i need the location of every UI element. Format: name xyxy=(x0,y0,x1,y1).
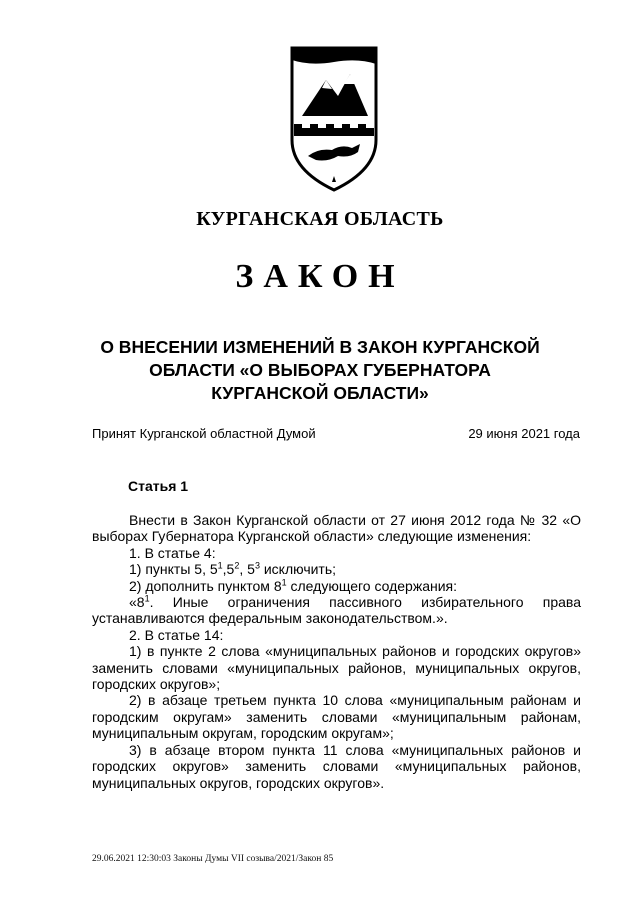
quote-text: «8 xyxy=(129,594,145,611)
item-text: следующего содержания: xyxy=(286,577,458,594)
law-title-line: ОБЛАСТИ «О ВЫБОРАХ ГУБЕРНАТОРА xyxy=(149,360,491,380)
item-paragraph: 1. В статье 4: xyxy=(129,544,216,561)
superscript: 3 xyxy=(254,560,260,571)
law-title-line: О ВНЕСЕНИИ ИЗМЕНЕНИЙ В ЗАКОН КУРГАНСКОЙ xyxy=(100,337,540,357)
quote-text: . Иные ограничения пассивного избирательного права устанавливаются федеральным законодательством.». xyxy=(92,594,581,627)
law-title-line: КУРГАНСКОЙ ОБЛАСТИ» xyxy=(211,383,429,403)
intro-paragraph: Внести в Закон Курганской области от 27 июня 2012 года № 32 «О выборах Губернатора Курганской области» следующие изменения: xyxy=(92,512,581,545)
region-name: КУРГАНСКАЯ ОБЛАСТЬ xyxy=(196,208,444,230)
law-title xyxy=(100,336,540,405)
item-paragraph: 1) в пункте 2 слова «муниципальных районов и городских округов» заменить словами «муниципальных районов, муниципальных округов, городских округов»; xyxy=(92,643,581,693)
item-text: исключить; xyxy=(259,561,337,578)
item-text: 1) пункты 5, 5 xyxy=(129,561,218,578)
item-text: , 5 xyxy=(239,561,255,578)
document-type: ЗАКОН xyxy=(235,258,405,295)
adoption-date: 29 июня 2021 года xyxy=(468,426,580,441)
item-paragraph: 2. В статье 14: xyxy=(129,626,224,643)
item-text: 2) дополнить пунктом 8 xyxy=(129,577,282,594)
article-heading: Статья 1 xyxy=(128,478,189,494)
superscript: 1 xyxy=(217,560,223,571)
superscript: 1 xyxy=(144,593,150,604)
quote-paragraph xyxy=(92,594,581,627)
footer-stamp: 29.06.2021 12:30:03 Законы Думы VII созыва/2021/Закон 85 xyxy=(92,854,334,864)
item-paragraph: 3) в абзаце втором пункта 11 слова «муниципальных районов и городских округов» заменить словами «муниципальных районов, муниципальных округов, городских округов». xyxy=(92,741,581,791)
adoption-line xyxy=(92,426,580,441)
item-text: ,5 xyxy=(222,561,235,578)
item-paragraph xyxy=(92,561,581,577)
adopted-by: Принят Курганской областной Думой xyxy=(92,426,316,441)
superscript: 2 xyxy=(234,560,240,571)
article-body xyxy=(92,512,581,791)
coat-of-arms-icon xyxy=(288,44,380,194)
item-paragraph xyxy=(92,578,581,594)
superscript: 1 xyxy=(281,576,287,587)
item-paragraph: 2) в абзаце третьем пункта 10 слова «муниципальным районам и городским округам» заменить словами «муниципальным районам, муниципальным округам, городским округам»; xyxy=(92,692,581,742)
